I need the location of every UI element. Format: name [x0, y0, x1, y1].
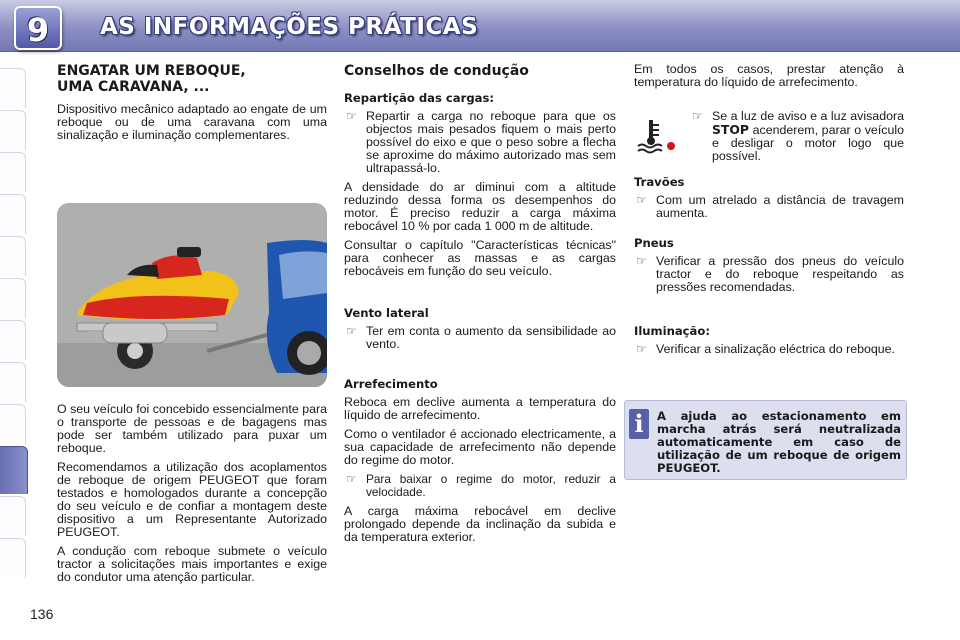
chapter-tab[interactable]: [0, 538, 26, 578]
chapter-header: [0, 0, 960, 52]
section-heading: UMA CARAVANA, ...: [57, 79, 210, 95]
subsection-heading: Repartição das cargas:: [344, 91, 494, 105]
bullet-item: ☞ Repartir a carga no reboque para que os objectos mais pesados fiquem o mais perto possível do eixo e que o peso sobre a flecha se aproxime do máximo autorizado mas sem ultrapassá-lo.: [346, 109, 616, 175]
subsection-heading: Vento lateral: [344, 306, 429, 320]
chapter-tab[interactable]: [0, 496, 26, 536]
chapter-tab[interactable]: [0, 320, 26, 360]
chapter-tab[interactable]: [0, 68, 26, 108]
pointing-hand-icon: ☞: [346, 324, 357, 338]
pointing-hand-icon: ☞: [692, 109, 703, 123]
chapter-title: AS INFORMAÇÕES PRÁTICAS: [100, 14, 479, 40]
chapter-tab[interactable]: [0, 404, 26, 444]
body-paragraph: A carga máxima rebocável em declive prolongado depende da inclinação da subida e da temperatura exterior.: [344, 504, 616, 544]
body-paragraph: A condução com reboque submete o veículo tractor a solicitações mais importantes e exige do condutor uma atenção particular.: [57, 544, 327, 584]
body-paragraph: O seu veículo foi concebido essencialmente para o transporte de pessoas e de bagagens mas pode ser também utilizado para puxar um reboque.: [57, 402, 327, 455]
chapter-tabs: [0, 60, 30, 580]
right-column-top: [634, 63, 904, 95]
coolant-temperature-warning-icon: [636, 118, 676, 154]
pointing-hand-icon: ☞: [346, 109, 357, 123]
bullet-item: ☞ Se a luz de aviso e a luz avisadora STOP acenderem, parar o veículo e desligar o motor logo que possível.: [692, 109, 904, 163]
chapter-tab[interactable]: [0, 110, 26, 150]
page-number: 136: [30, 606, 54, 622]
subsection-heading: Travões: [634, 175, 685, 189]
pointing-hand-icon: ☞: [636, 193, 647, 207]
trailer-jetski-photo: [57, 203, 327, 387]
info-icon: i: [629, 409, 649, 439]
section-heading: Conselhos de condução: [344, 63, 529, 79]
chapter-number: 9: [26, 11, 50, 49]
chapter-tab[interactable]: [0, 362, 26, 402]
right-column-middle: [634, 175, 904, 362]
pointing-hand-icon: ☞: [636, 254, 647, 268]
body-paragraph: Reboca em declive aumenta a temperatura do líquido de arrefecimento.: [344, 395, 616, 422]
warning-note: [690, 110, 904, 169]
middle-column: [344, 63, 616, 550]
bullet-item: ☞ Verificar a sinalização eléctrica do reboque.: [636, 342, 895, 356]
chapter-badge: [14, 6, 62, 50]
bullet-item: ☞ Verificar a pressão dos pneus do veículo tractor e do reboque respeitando as pressões recomendadas.: [636, 254, 904, 294]
trailer-jetski-illustration: [57, 203, 327, 387]
bullet-item: ☞ Com um atrelado a distância de travagem aumenta.: [636, 193, 904, 220]
subsection-heading: Arrefecimento: [344, 377, 438, 391]
chapter-tab[interactable]: [0, 236, 26, 276]
pointing-hand-icon: ☞: [636, 342, 647, 356]
bullet-item: ☞ Para baixar o regime do motor, reduzir a velocidade.: [346, 472, 616, 499]
subsection-heading: Pneus: [634, 236, 674, 250]
intro-paragraph: Dispositivo mecânico adaptado ao engate de um reboque ou de uma caravana com uma sinalização e iluminação complementares.: [57, 102, 327, 142]
chapter-tab[interactable]: [0, 194, 26, 234]
body-paragraph: Como o ventilador é accionado electricamente, a sua capacidade de arrefecimento não depende do regime do motor.: [344, 427, 616, 467]
chapter-tab[interactable]: [0, 152, 26, 192]
body-paragraph: Em todos os casos, prestar atenção à temperatura do líquido de arrefecimento.: [634, 62, 904, 89]
body-paragraph: A densidade do ar diminui com a altitude reduzindo dessa forma os desempenhos do motor. É preciso reduzir a carga máxima rebocável 10 % por cada 1 000 m de altitude.: [344, 180, 616, 233]
left-column-top: [57, 63, 327, 148]
body-paragraph: Consultar o capítulo "Características técnicas" para conhecer as massas e as cargas rebocáveis em função do seu veículo.: [344, 238, 616, 278]
info-box: [624, 400, 907, 480]
pointing-hand-icon: ☞: [346, 472, 357, 486]
section-heading: ENGATAR UM REBOQUE,: [57, 63, 246, 79]
bullet-item: ☞ Ter em conta o aumento da sensibilidade ao vento.: [346, 324, 616, 351]
info-text: A ajuda ao estacionamento em marcha atrás será neutralizada automaticamente em caso de utilização de um reboque de origem PEUGEOT.: [657, 409, 901, 475]
stop-label: STOP: [712, 122, 749, 137]
chapter-tab[interactable]: [0, 278, 26, 318]
chapter-tab-active[interactable]: [0, 446, 28, 494]
subsection-heading: Iluminação:: [634, 324, 710, 338]
left-column-bottom: [57, 403, 327, 590]
body-paragraph: Recomendamos a utilização dos acoplamentos de reboque de origem PEUGEOT que foram testados e homologados durante a concepção do seu veículo e de confiar a montagem deste dispositivo a um Representante Autorizado PEUGEOT.: [57, 460, 327, 539]
